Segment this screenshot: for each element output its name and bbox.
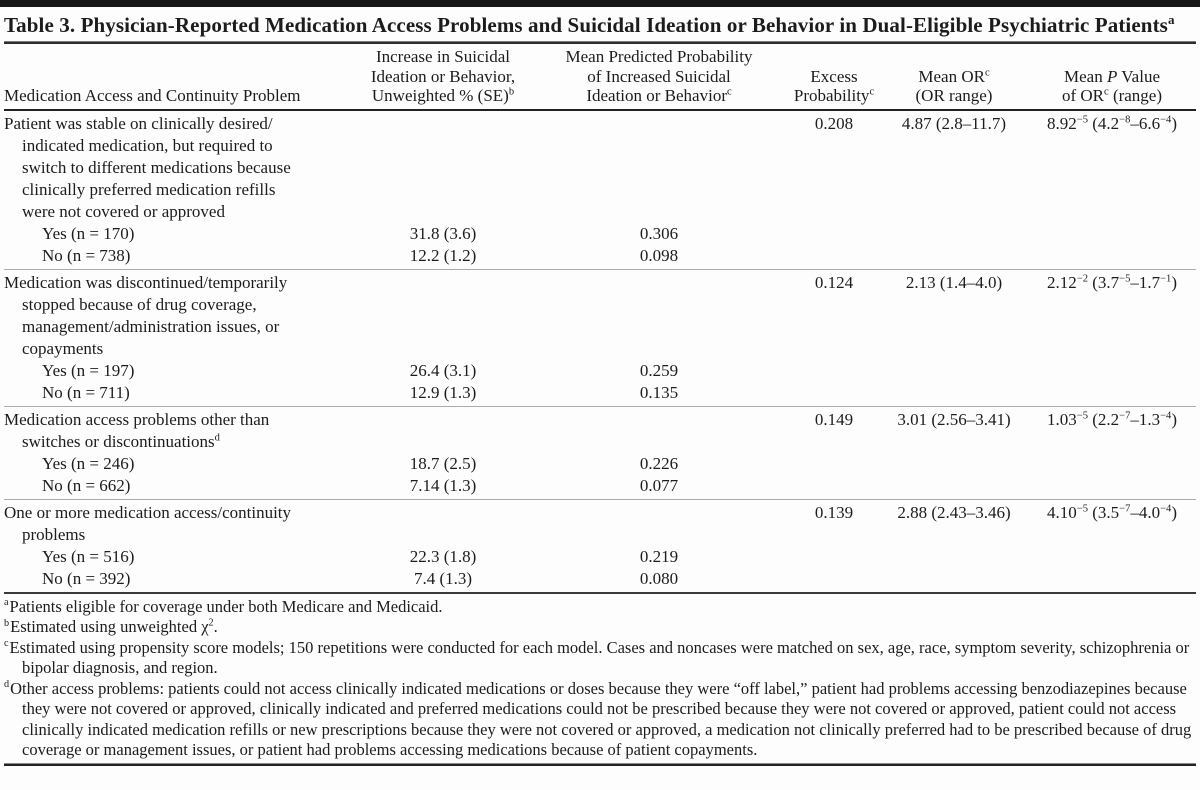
table-row-no xyxy=(4,382,1196,404)
mean-p-value: $4.10^{-5}$ $(3.5^{-7}-4.0^{-4})$ xyxy=(1047,502,1177,522)
mean-or-value: 4.87 (2.8–11.7) xyxy=(901,113,1007,133)
title-rule xyxy=(4,41,1196,44)
table-row-yes xyxy=(4,223,1196,245)
bottom-rule xyxy=(4,763,1196,766)
footnote-marker: d xyxy=(4,679,10,690)
predicted-probability-value: 0.135 xyxy=(639,382,679,402)
predicted-probability-value: 0.077 xyxy=(639,475,679,495)
predicted-probability-value: 0.259 xyxy=(639,360,679,380)
unweighted-percent-value: 18.7 (2.5) xyxy=(409,453,477,473)
footnotes xyxy=(4,594,1196,761)
mean-p-value: $8.92^{-5}$ $(4.2^{-8}-6.6^{-4})$ xyxy=(1047,113,1177,133)
excess-probability-value: 0.124 xyxy=(814,272,854,292)
top-rule xyxy=(0,0,1200,7)
col-header-mean-or: Mean $OR^c$ (OR range) xyxy=(915,66,993,105)
section-label: One or more medication access/continuity problems xyxy=(4,502,292,544)
section-switch-medications xyxy=(4,111,1196,269)
row-label: Yes (n = 246) xyxy=(42,453,135,473)
mean-or-value: 3.01 (2.56–3.41) xyxy=(897,409,1011,429)
col-header-mean-p-value: Mean P Value of $OR^c$ (range) xyxy=(1061,66,1163,105)
footnote-marker: c xyxy=(4,638,9,649)
table-row-no xyxy=(4,245,1196,267)
table-row-no xyxy=(4,568,1196,590)
mean-p-value: $2.12^{-2}$ $(3.7^{-5}-1.7^{-1})$ xyxy=(1047,272,1177,292)
section-one-or-more-problems xyxy=(4,500,1196,592)
footnote-marker: a xyxy=(4,597,9,608)
section-label: Medication was discontinued/temporarily stopped because of drug coverage, management/administration issues, or copayments xyxy=(4,272,288,358)
section-main-row xyxy=(4,272,1196,360)
footnote-text: Estimated using propensity score models; 150 repetitions were conducted for each model. Cases and noncases were matched on sex, age, race, symptom severity, schizophrenia or bipolar diagnosis, and region. xyxy=(9,637,1190,677)
excess-probability-value: 0.139 xyxy=(814,502,854,522)
unweighted-percent-value: 7.14 (1.3) xyxy=(409,475,477,495)
predicted-probability-value: 0.098 xyxy=(639,245,679,265)
section-label: Medication access problems other than switches or discontinuations$^d$ xyxy=(4,409,270,451)
col-header-excess-probability: Excess Probability$^c$ xyxy=(793,66,875,105)
unweighted-percent-value: 7.4 (1.3) xyxy=(413,568,473,588)
predicted-probability-value: 0.306 xyxy=(639,223,679,243)
footnote-b xyxy=(4,617,1196,638)
table-row-no xyxy=(4,475,1196,497)
mean-or-value: 2.13 (1.4–4.0) xyxy=(905,272,1003,292)
table-row-yes xyxy=(4,453,1196,475)
unweighted-percent-value: 31.8 (3.6) xyxy=(409,223,477,243)
row-label: Yes (n = 170) xyxy=(42,223,135,243)
row-label: No (n = 662) xyxy=(42,475,131,495)
row-label: Yes (n = 516) xyxy=(42,546,135,566)
footnote-text: Estimated using unweighted $\chi^2$. xyxy=(10,617,218,636)
row-label: Yes (n = 197) xyxy=(42,360,135,380)
unweighted-percent-value: 22.3 (1.8) xyxy=(409,546,477,566)
table-header-row xyxy=(4,45,1196,109)
footnote-text: Other access problems: patients could not access clinically indicated medications or doses because they were “off label,” patient had problems accessing benzodiazepines because they were not covered or approved, clinically indicated and preferred medications could not be prescribed because they were not covered or approved, patient could not access clinically indicated medication refills or new prescriptions because they were not covered or approved, a medication not clinically preferred had to be prescribed because of drug coverage or management issues, or patient had problems accessing medications because of patient copayments. xyxy=(10,678,1192,759)
footnote-a xyxy=(4,597,1196,618)
footnote-d xyxy=(4,679,1196,761)
mean-or-value: 2.88 (2.43–3.46) xyxy=(897,502,1011,522)
section-main-row xyxy=(4,502,1196,546)
col-header-predicted-probability: Mean Predicted Probability of Increased Suicidal Ideation or Behavior$^c$ xyxy=(565,47,753,105)
excess-probability-value: 0.208 xyxy=(814,113,854,133)
footnote-c xyxy=(4,638,1196,679)
col-header-problem: Medication Access and Continuity Problem xyxy=(4,86,301,105)
row-label: No (n = 711) xyxy=(42,382,130,402)
col-header-unweighted-percent: Increase in Suicidal Ideation or Behavior, Unweighted % (SE)$^b$ xyxy=(370,47,516,105)
predicted-probability-value: 0.219 xyxy=(639,546,679,566)
section-discontinued xyxy=(4,270,1196,406)
row-label: No (n = 392) xyxy=(42,568,131,588)
table-title: Table 3. Physician-Reported Medication Access Problems and Suicidal Ideation or Behavior in Dual-Eligible Psychiatric Patients$^a$ xyxy=(4,12,1175,37)
unweighted-percent-value: 12.9 (1.3) xyxy=(409,382,477,402)
predicted-probability-value: 0.226 xyxy=(639,453,679,473)
unweighted-percent-value: 26.4 (3.1) xyxy=(409,360,477,380)
section-main-row xyxy=(4,409,1196,453)
table-row-yes xyxy=(4,546,1196,568)
table-row-yes xyxy=(4,360,1196,382)
section-other-access-problems xyxy=(4,407,1196,499)
footnote-text: Patients eligible for coverage under both Medicare and Medicaid. xyxy=(9,596,443,616)
mean-p-value: $1.03^{-5}$ $(2.2^{-7}-1.3^{-4})$ xyxy=(1047,409,1177,429)
section-main-row xyxy=(4,113,1196,223)
unweighted-percent-value: 12.2 (1.2) xyxy=(409,245,477,265)
excess-probability-value: 0.149 xyxy=(814,409,854,429)
row-label: No (n = 738) xyxy=(42,245,131,265)
section-label: Patient was stable on clinically desired/ indicated medication, but required to switch to different medications because clinically preferred medication refills were not covered or approved xyxy=(4,113,291,221)
predicted-probability-value: 0.080 xyxy=(639,568,679,588)
footnote-marker: b xyxy=(4,617,10,629)
